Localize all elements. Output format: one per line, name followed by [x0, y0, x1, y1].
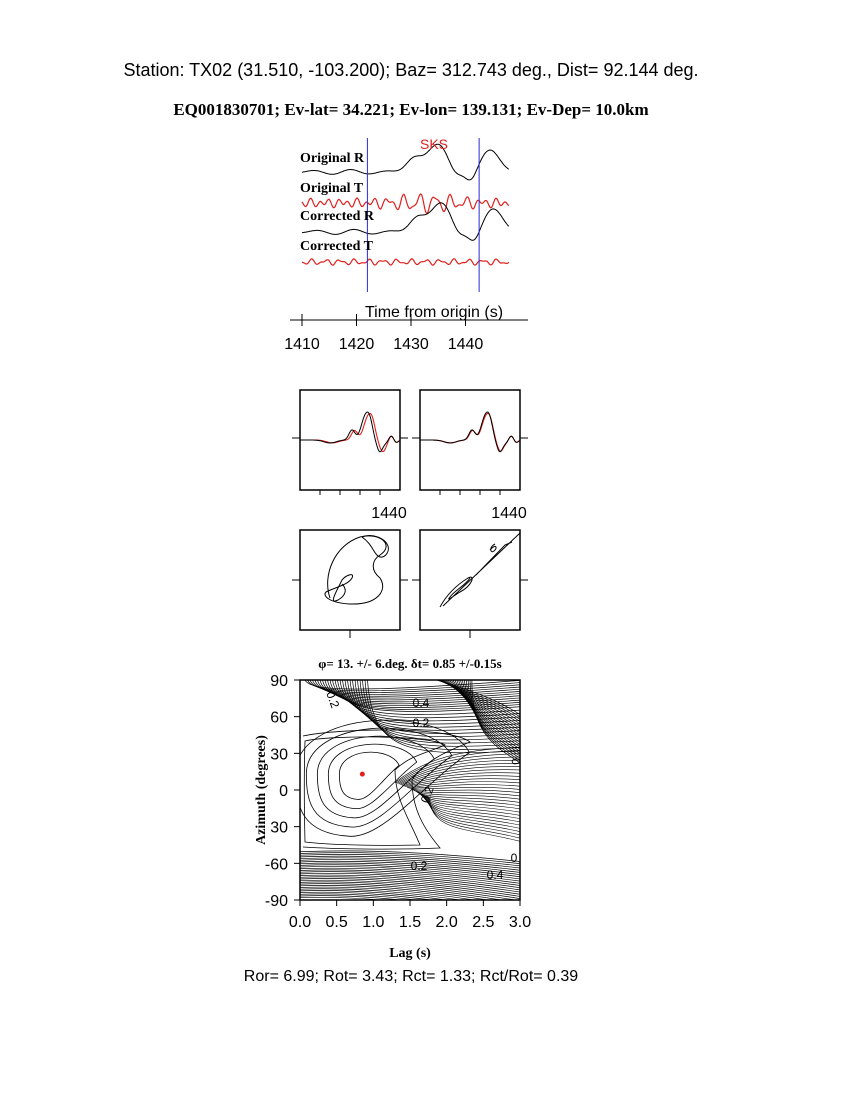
y-tick-label: 30 [270, 819, 288, 837]
wave-compare-panel-left [292, 390, 408, 495]
contour-label: 0.2 [412, 716, 430, 730]
x-tick-label: 1.0 [362, 914, 385, 931]
time-tick-label: 1410 [284, 336, 320, 353]
contour-plot [265, 673, 531, 931]
trace-label-corrected-r: Corrected R [300, 209, 374, 224]
wave-black [300, 412, 400, 452]
contour-label: 0 [508, 756, 524, 766]
particle-motion-panel-left [292, 530, 408, 638]
time-tick-label: 1440 [447, 336, 484, 353]
particle-motion-panel-right [412, 530, 528, 638]
y-tick-label: 0 [279, 783, 288, 800]
contour-label: 0.4 [486, 868, 504, 882]
contour-label: 0 [510, 851, 518, 865]
trace-label-corrected-t: Corrected T [300, 239, 373, 254]
particle-motion-corrected [440, 533, 520, 607]
time-tick-label: 1430 [393, 336, 429, 353]
contour-label: 0.2 [410, 859, 428, 873]
contour-label: 0.4 [412, 696, 430, 710]
contour-line [427, 796, 525, 836]
trace-label-original-r: Original R [300, 151, 365, 166]
x-tick-label: 0.5 [325, 914, 348, 931]
trace-label-original-t: Original T [300, 181, 364, 196]
contour-label: 0.2 [417, 784, 437, 805]
wave-compare-panel-right [412, 390, 528, 495]
contour-line [400, 760, 525, 784]
contour-line [295, 720, 469, 836]
waveform-panel [284, 136, 528, 353]
contour-label: 0.2 [323, 689, 343, 710]
best-fit-marker [360, 772, 365, 777]
y-tick-label: 30 [270, 746, 288, 764]
contour-line [399, 757, 525, 784]
station-line: Station: TX02 (31.510, -103.200); Baz= 312.743 deg., Dist= 92.144 deg. [123, 60, 699, 80]
contour-line [317, 736, 434, 818]
y-tick-label: 60 [270, 709, 288, 727]
x-tick-label: 1.5 [398, 914, 422, 931]
x-tick-label: 2.5 [472, 914, 495, 931]
y-tick-label: 90 [270, 673, 288, 690]
trace-corrected-t [302, 259, 509, 265]
compare-tick-label-left: 1440 [371, 505, 407, 522]
x-tick-label: 0.0 [288, 914, 312, 931]
ratios-line: Ror= 6.99; Rot= 3.43; Rct= 1.33; Rct/Rot= 0.39 [243, 968, 579, 985]
y-tick-label: -90 [264, 893, 288, 910]
time-tick-label: 1420 [338, 336, 375, 353]
y-tick-label: -60 [264, 856, 288, 874]
contour-xlabel: Lag (s) [389, 946, 431, 961]
event-line: EQ001830701; Ev-lat= 34.221; Ev-lon= 139.131; Ev-Dep= 10.0km [173, 100, 649, 119]
particle-motion-original [325, 536, 386, 604]
x-tick-label: 3.0 [508, 914, 532, 931]
phase-label: SKS [419, 136, 449, 152]
contour-line [339, 752, 399, 799]
particle-motion-loop [362, 536, 388, 558]
contour-ylabel: Azimuth (degrees) [254, 735, 269, 845]
x-tick-label: 2.0 [435, 914, 458, 931]
compare-tick-label-right: 1440 [491, 505, 527, 522]
time-axis-label: Time from origin (s) [364, 304, 504, 321]
contour-title: φ= 13. +/- 6.deg. δt= 0.85 +/-0.15s [318, 656, 502, 671]
